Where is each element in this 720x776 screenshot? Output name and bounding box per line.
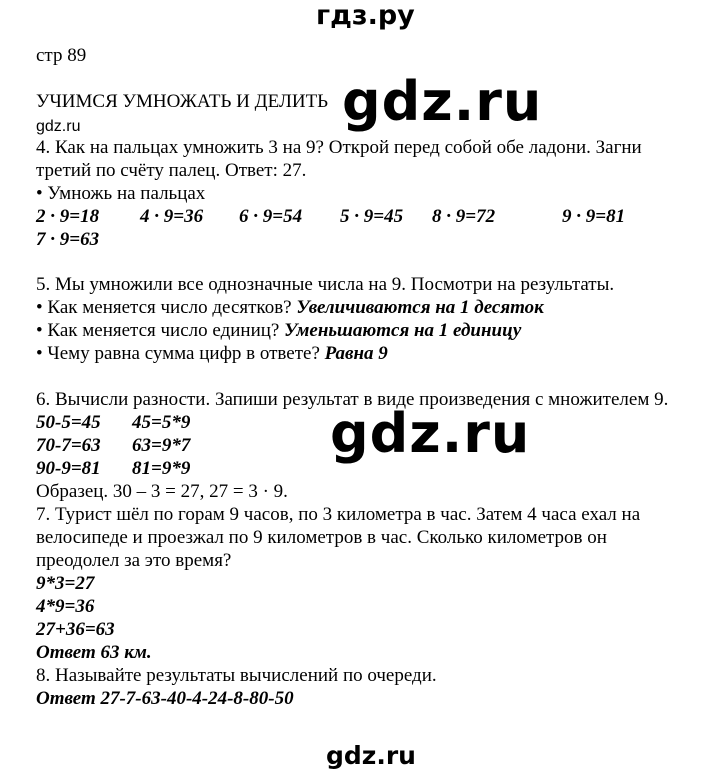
- task5-question: [36, 342, 388, 365]
- task7-solution-step: 9*3=27: [36, 573, 95, 594]
- task4-answer: 8 · 9=72: [432, 206, 496, 227]
- task6-intro: 6. Вычисли разности. Запиши результат в виде произведения с множителем 9.: [36, 389, 669, 410]
- task6-difference: 90-9=81: [36, 458, 101, 479]
- task4-answer: 6 · 9=54: [239, 206, 303, 227]
- task4-answer: 4 · 9=36: [140, 206, 204, 227]
- task6-product: 81=9*9: [132, 458, 191, 479]
- task4-line1: 4. Как на пальцах умножить 3 на 9? Открой перед собой обе ладони. Загни: [36, 137, 642, 158]
- task8-intro: 8. Называйте результаты вычислений по очереди.: [36, 665, 437, 686]
- task5-question: [36, 319, 521, 342]
- site-footer: gdz.ru: [326, 741, 416, 770]
- section-title: УЧИМСЯ УМНОЖАТЬ И ДЕЛИТЬ: [36, 91, 329, 112]
- task6-difference: 70-7=63: [36, 435, 101, 456]
- task6-difference: 50-5=45: [36, 412, 101, 433]
- task7-answer: Ответ 63 км.: [36, 642, 152, 663]
- task5-a3: Равна 9: [324, 343, 388, 364]
- task6-sample: Образец. 30 – 3 = 27, 27 = 3 · 9.: [36, 481, 288, 502]
- task5-q1: • Как меняется число десятков?: [36, 297, 297, 318]
- task8-answer: Ответ 27-7-63-40-4-24-8-80-50: [36, 688, 294, 709]
- site-header: гдз.ру: [316, 0, 415, 31]
- task4-answer: 9 · 9=81: [562, 206, 626, 227]
- task4-line2: третий по счёту палец. Ответ: 27.: [36, 160, 307, 181]
- task4-answer: 7 · 9=63: [36, 229, 100, 250]
- watermark-small: gdz.ru: [36, 118, 81, 135]
- watermark-logo: gdz.ru: [330, 402, 531, 465]
- task5-q3: • Чему равна сумма цифр в ответе?: [36, 343, 325, 364]
- task7-line2: велосипеде и проезжал по 9 километров в час. Сколько километров он: [36, 527, 607, 548]
- task5-a2: Уменьшаются на 1 единицу: [284, 320, 522, 341]
- task7-line3: преодолел за это время?: [36, 550, 232, 571]
- task6-product: 63=9*7: [132, 435, 191, 456]
- task4-answer: 2 · 9=18: [36, 206, 100, 227]
- task7-line1: 7. Турист шёл по горам 9 часов, по 3 километра в час. Затем 4 часа ехал на: [36, 504, 641, 525]
- task6-product: 45=5*9: [132, 412, 191, 433]
- task5-q2: • Как меняется число единиц?: [36, 320, 285, 341]
- task4-answer: 5 · 9=45: [340, 206, 404, 227]
- task5-intro: 5. Мы умножили все однозначные числа на 9. Посмотри на результаты.: [36, 274, 615, 295]
- task7-solution-step: 27+36=63: [36, 619, 115, 640]
- watermark-logo: gdz.ru: [342, 70, 543, 133]
- page-label: стр 89: [36, 45, 87, 66]
- task4-bullet: • Умножь на пальцах: [36, 183, 206, 204]
- task7-solution-step: 4*9=36: [36, 596, 95, 617]
- task5-question: [36, 296, 544, 319]
- task5-a1: Увеличиваются на 1 десяток: [296, 297, 544, 318]
